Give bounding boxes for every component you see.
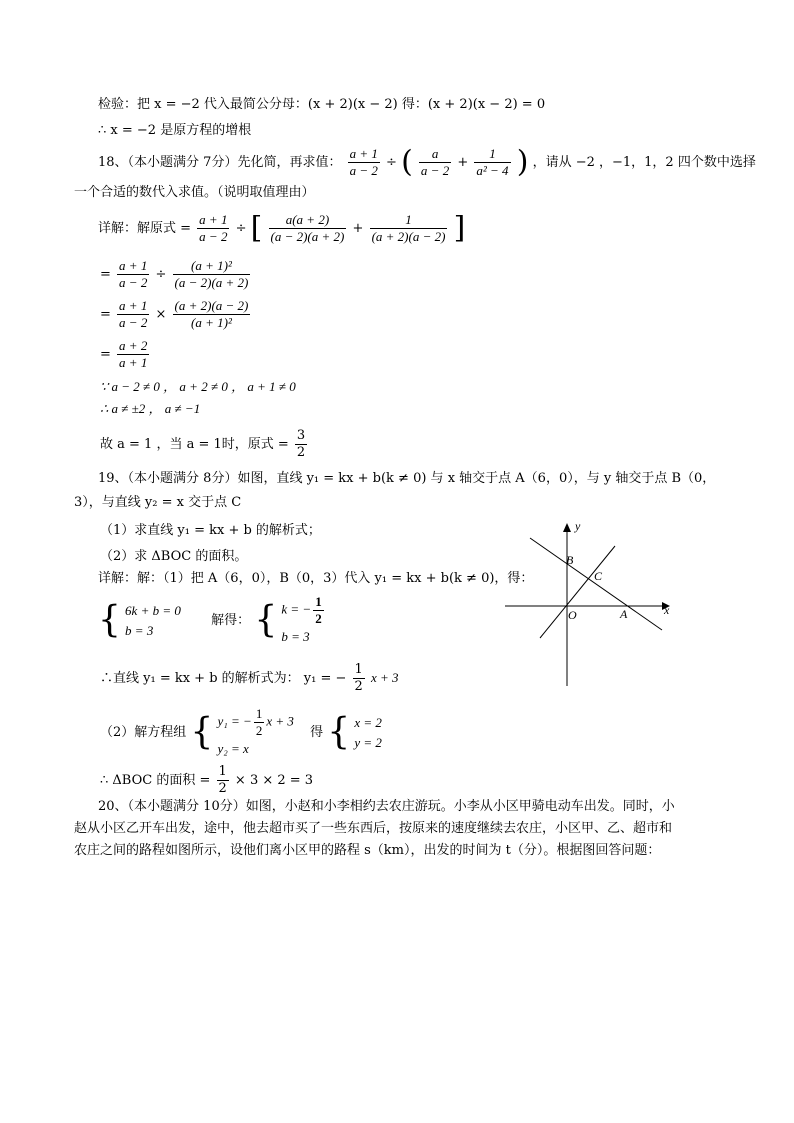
label-O: O (568, 608, 577, 622)
q19-part2: （2）求 ΔBOC 的面积。 (100, 549, 248, 564)
label-y: y (575, 519, 581, 533)
label-x: x (664, 603, 670, 617)
label-A: A (620, 607, 628, 621)
q18-condition: ∵ a − 2 ≠ 0 ， a + 2 ≠ 0 ， a + 1 ≠ 0 (100, 379, 296, 394)
q20-line1: 20、（本小题满分 10分）如图，小赵和小李相约去农庄游玩。小李从小区甲骑电动车出发。同时，小 (98, 799, 675, 814)
q19-line1: 19、（本小题满分 8分）如图，直线 y₁ = kx + b(k ≠ 0) 与 x 轴交于点 A（6，0），与 y 轴交于点 B（0， (98, 471, 716, 486)
close-paren: ) (516, 144, 529, 180)
q19-system1: { 6k + b = 0 b = 3 解得： { k = − $\frac{1}{2}$ b = 3 (98, 594, 322, 644)
q19-line2: 3），与直线 y₂ = x 交于点 C (74, 495, 242, 510)
fraction: $\frac{a}{a - 2}$ (420, 146, 450, 178)
q18-step3: = $\frac{a + 2}{a + 1}$ (100, 338, 148, 370)
fraction: $\frac{a + 1}{a - 2}$ (349, 146, 378, 178)
line-y2 (540, 546, 615, 638)
check-line: 检验：把 x = −2 代入最简公分母：(x + 2)(x − 2) 得：(x + 2)(x − 2) = 0 (98, 97, 546, 112)
y-axis-arrow (563, 523, 571, 532)
q19-area: ∴ ΔBOC 的面积 = $\frac{1}{2}$ × 3 × 2 = 3 (100, 764, 314, 796)
q18-step2: = $\frac{a + 1}{a - 2}$ × $\frac{(a + 2)(a - 2)}{\text{(a + 1)²}}$ (100, 298, 249, 330)
open-bracket: [ (250, 210, 263, 246)
fraction: $\frac{a + 1}{a - 2}$ (199, 212, 228, 244)
increment-root-line: ∴ x = −2 是原方程的增根 (98, 123, 252, 138)
close-bracket: ] (453, 210, 466, 246)
q19-solution1: 详解：解：（1）把 A（6，0），B（0，3）代入 y₁ = kx + b(k ≠ 0)，得： (98, 571, 534, 586)
q18-conclusion: 故 a = 1 ，当 a = 1时，原式 = $\frac{3}{2}$ (100, 428, 306, 460)
label-B: B (566, 553, 574, 567)
q19-system2: （2）解方程组 { y₁ = − $\frac{1}{2}$ x + 3 y₂ = x 得 { x = 2 y = 2 (100, 706, 382, 756)
q18-step1: = $\frac{a + 1}{a - 2}$ ÷ $\frac{\text{(a + 1)²}}{(a - 2)(a + 2)}$ (100, 258, 249, 290)
open-paren: ( (401, 144, 413, 180)
coordinate-figure (500, 518, 675, 688)
q19-line-result: ∴直线 y₁ = kx + b 的解析式为： y₁ = − $\frac{1}{2}$ x + 3 (100, 662, 399, 694)
fraction: $\frac{1}{(a + 2)(a - 2)}$ (371, 212, 446, 244)
fraction: $\frac{a(a + 2)}{(a - 2)(a + 2)}$ (270, 212, 345, 244)
q19-part1: （1）求直线 y₁ = kx + b 的解析式； (100, 523, 321, 538)
q20-line2: 赵从小区乙开车出发，途中，他去超市买了一些东西后，按原来的速度继续去农庄，小区甲、乙、超市和 (74, 821, 673, 836)
line-y1 (530, 538, 662, 630)
q18-condition-result: ∴ a ≠ ±2 ， a ≠ −1 (100, 401, 201, 416)
q18-line2: 一个合适的数代入求值。（说明取值理由） (74, 185, 315, 200)
label-C: C (594, 569, 603, 583)
q20-line3: 农庄之间的路程如图所示，设他们离小区甲的路程 s（km），出发的时间为 t（分）。根据图回答问题： (74, 843, 661, 858)
fraction: $\frac{1}{\text{a² − 4}}$ (476, 146, 509, 178)
q18-line1: 18、（本小题满分 7分）先化简，再求值： $\frac{a + 1}{a - 2}$ ÷ ( $\frac{a}{a - 2}$ + $\frac{1}{\text{a² − 4}}$ ) ，请从 −2 ，−1，1，2 四个数中选择 (98, 144, 756, 180)
q18-solution-line: 详解：解原式 = $\frac{a + 1}{a - 2}$ ÷ [ $\frac{a(a + 2)}{(a - 2)(a + 2)}$ + $\frac{1}{(a + 2)(a - 2)}$ ] (98, 210, 466, 246)
q18-intro: 18、（本小题满分 7分）先化简，再求值： (98, 155, 342, 170)
